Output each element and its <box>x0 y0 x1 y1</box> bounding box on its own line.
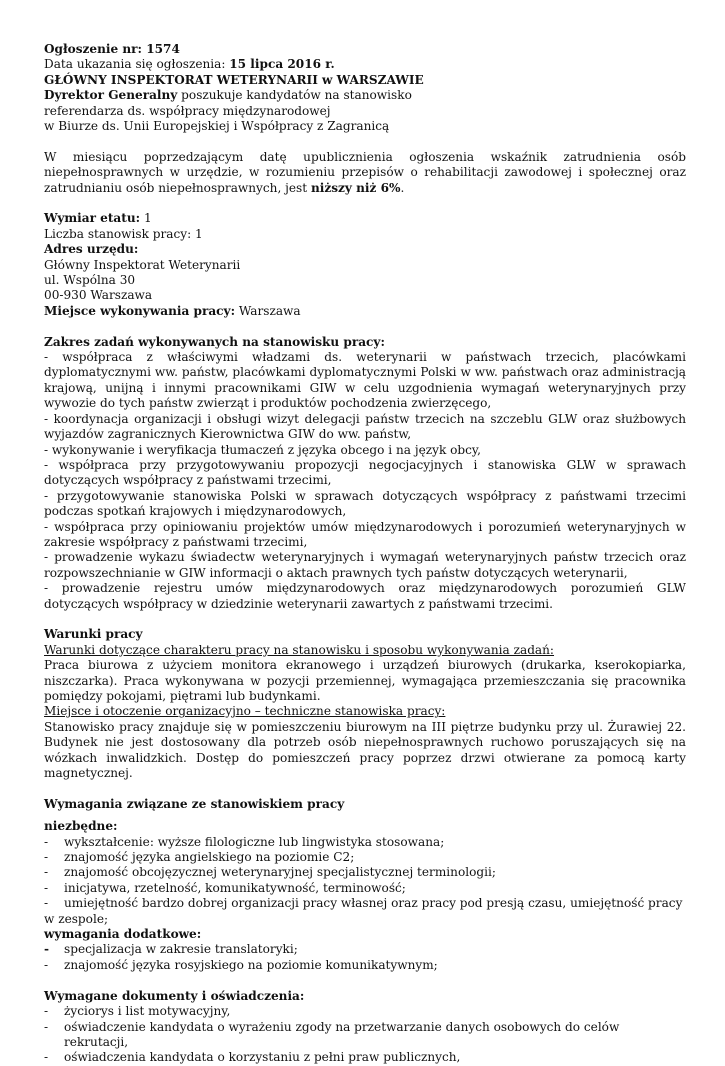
dash-bullet: - <box>44 957 49 972</box>
publication-date-value: 15 lipca 2016 r. <box>229 57 335 72</box>
additional-item <box>44 958 686 973</box>
conditions-sub1-text: Praca biurowa z użyciem monitora ekranowego i urządzeń biurowych (drukarka, kserokopiarka, niszczarka). Praca wykonywana w pozycji przemiennej, wymagająca przemieszczania się pracownika pomiędzy pokojami, piętrami lub budynkami. <box>44 658 686 703</box>
essential-item-continuation: w zespole; <box>44 911 109 926</box>
dash-bullet: - <box>44 880 49 895</box>
seeking-text: poszukuje kandydatów na stanowisko <box>177 88 412 103</box>
task-item: - koordynacja organizacji i obsługi wizyt delegacji państw trzecich na szczeblu GLW oraz służbowych wyjazdów zagranicznych Kierownictwa GIW do ww. państw, <box>44 411 686 442</box>
tasks-heading: Zakres zadań wykonywanych na stanowisku pracy: <box>44 334 385 349</box>
address-line: 00-930 Warszawa <box>44 288 153 303</box>
director-title: Dyrektor Generalny <box>44 88 178 103</box>
employment-indicator-suffix: . <box>400 180 405 195</box>
position-line-1: referendarza ds. współpracy międzynarodowej <box>44 103 331 118</box>
dash-bullet: - <box>44 834 49 849</box>
conditions-sub2-text: Stanowisko pracy znajduje się w pomieszczeniu biurowym na III piętrze budynku przy ul. Żurawiej 22. Budynek nie jest dostosowany dla potrzeb osób niepełnosprawnych ruchowo poruszających się na wózkach inwalidzkich. Dostęp do pomieszczeń pracy poprzez drzwi otwierane za pomocą karty magnetycznej. <box>44 719 686 781</box>
essential-item-text: znajomość języka angielskiego na poziomie C2; <box>64 850 355 865</box>
document-item-text: oświadczenie kandydata o wyrażeniu zgody na przetwarzanie danych osobowych do celów rekrutacji, <box>64 1019 620 1049</box>
task-item: - współpraca przy opiniowaniu projektów umów międzynarodowych i porozumień weterynaryjnych w zakresie współpracy z państwami trzecimi, <box>44 519 686 549</box>
task-item: - przygotowywanie stanowiska Polski w sprawach dotyczących współpracy z państwami trzecimi podczas spotkań krajowych i międzynarodowych, <box>44 488 686 519</box>
document-item-text: oświadczenia kandydata o korzystaniu z pełni praw publicznych, <box>64 1050 461 1065</box>
essential-item <box>44 896 686 911</box>
task-item: - wykonywanie i weryfikacja tłumaczeń z języka obcego i na język obcy, <box>44 442 481 457</box>
document-item <box>44 1004 686 1019</box>
fte-label: Wymiar etatu: <box>44 211 141 226</box>
ad-number: Ogłoszenie nr: 1574 <box>44 42 180 56</box>
conditions-sub1-heading: Warunki dotyczące charakteru pracy na stanowisku i sposobu wykonywania zadań: <box>44 642 555 657</box>
essential-item <box>44 881 686 896</box>
requirements-heading: Wymagania związane ze stanowiskiem pracy <box>44 796 345 811</box>
positions-count: Liczba stanowisk pracy: 1 <box>44 226 203 241</box>
fte-line <box>44 211 686 226</box>
additional-item-text: specjalizacja w zakresie translatoryki; <box>64 942 298 957</box>
address-line: ul. Wspólna 30 <box>44 273 136 288</box>
documents-heading: Wymagane dokumenty i oświadczenia: <box>44 988 305 1003</box>
position-line-2: w Biurze ds. Unii Europejskiej i Współpracy z Zagranicą <box>44 119 390 134</box>
conditions-heading: Warunki pracy <box>44 627 143 642</box>
workplace-label: Miejsce wykonywania pracy: <box>44 303 236 318</box>
task-item: - prowadzenie rejestru umów międzynarodowych oraz międzynarodowych porozumień GLW dotyczących współpracy w dziedzinie weterynarii zawartych z państwami trzecimi. <box>44 581 686 611</box>
dash-bullet: - <box>44 1019 49 1034</box>
publication-date-prefix: Data ukazania się ogłoszenia: <box>44 57 230 72</box>
additional-label: wymagania dodatkowe: <box>44 927 202 942</box>
workplace-line <box>44 304 686 319</box>
institution-name: GŁÓWNY INSPEKTORAT WETERYNARII w WARSZAWIE <box>44 72 424 87</box>
essential-item-text: umiejętność bardzo dobrej organizacji pracy własnej oraz pracy pod presją czasu, umiejętność pracy <box>64 896 683 911</box>
employment-indicator-text: W miesiącu poprzedzającym datę upublicznienia ogłoszenia wskaźnik zatrudnienia osób niepełnosprawnych w urzędzie, w rozumieniu przepisów o rehabilitacji zawodowej i społecznej oraz zatrudnianiu osób niepełnosprawnych, jest <box>44 149 686 195</box>
essential-item-text: wykształcenie: wyższe filologiczne lub lingwistyka stosowana; <box>64 834 445 849</box>
workplace-value: Warszawa <box>235 303 301 318</box>
document-page <box>44 42 686 1066</box>
dash-bullet: - <box>44 942 50 957</box>
task-item: - współpraca przy przygotowywaniu propozycji negocjacyjnych i stanowiska GLW w sprawach dotyczących współpracy z państwami trzecimi, <box>44 457 686 488</box>
essential-item-text: inicjatywa, rzetelność, komunikatywność, terminowość; <box>64 880 406 895</box>
seeking-line <box>44 88 686 103</box>
additional-item-text: znajomość języka rosyjskiego na poziomie komunikatywnym; <box>64 957 438 972</box>
dash-bullet: - <box>44 896 49 911</box>
document-item <box>44 1020 686 1051</box>
essential-item-text: znajomość obcojęzycznej weterynaryjnej specjalistycznej terminologii; <box>64 865 496 880</box>
employment-indicator-value: niższy niż 6% <box>310 180 401 195</box>
essential-item <box>44 835 686 850</box>
additional-item <box>44 942 686 957</box>
document-item-text: życiorys i list motywacyjny, <box>64 1004 231 1019</box>
task-item: - współpraca z właściwymi władzami ds. weterynarii w państwach trzecich, placówkami dyplomatycznymi ww. państw, placówkami dyplomatycznymi Polski w ww. państwach oraz administracją krajową, unijną i innymi pracownikami GIW w celu uzgodnienia wymagań weterynaryjnych przy wywozie do tych państw zwierząt i produktów pochodzenia zwierzęcego, <box>44 350 686 411</box>
dash-bullet: - <box>44 1004 49 1019</box>
document-item <box>44 1050 686 1065</box>
dash-bullet: - <box>44 1050 49 1065</box>
conditions-sub2-heading: Miejsce i otoczenie organizacyjno – techniczne stanowiska pracy: <box>44 704 446 719</box>
dash-bullet: - <box>44 850 49 865</box>
employment-indicator <box>44 150 686 196</box>
fte-value: 1 <box>140 211 152 226</box>
task-item: - prowadzenie wykazu świadectw weterynaryjnych i wymagań weterynaryjnych państw trzecich oraz rozpowszechnianie w GIW informacji o aktach prawnych tych państw dotyczących weterynarii, <box>44 550 686 580</box>
address-label: Adres urzędu: <box>44 242 139 257</box>
essential-item <box>44 865 686 880</box>
address-line: Główny Inspektorat Weterynarii <box>44 257 241 272</box>
essential-label: niezbędne: <box>44 819 118 834</box>
dash-bullet: - <box>44 865 49 880</box>
essential-item <box>44 850 686 865</box>
publication-date <box>44 57 686 72</box>
